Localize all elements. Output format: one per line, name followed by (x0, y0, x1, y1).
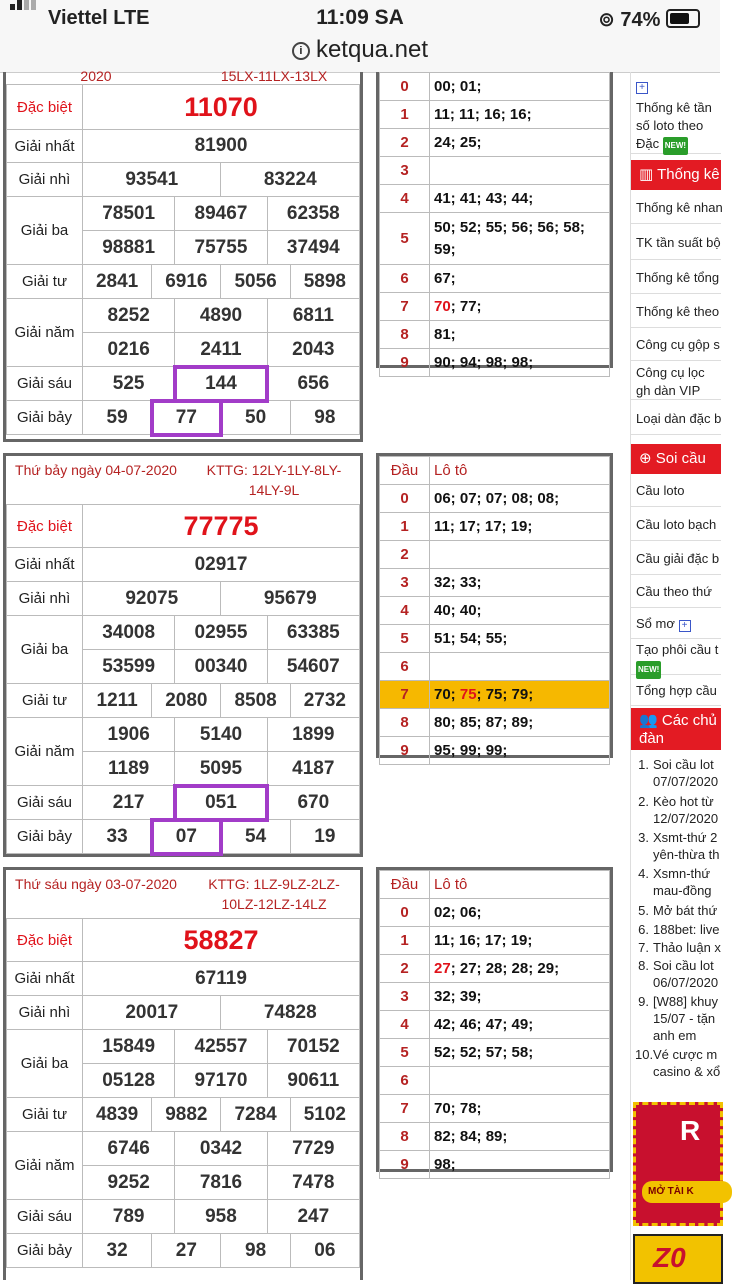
seventh-prize-highlighted: 07 (152, 820, 221, 854)
seventh-prize: 54 (221, 820, 290, 854)
fifth-prize: 0342 (175, 1132, 267, 1166)
fifth-prize: 2043 (267, 333, 359, 367)
loto-head: 1 (380, 101, 430, 129)
sidebar-link[interactable]: Cầu loto bạch (631, 508, 721, 541)
topic-title-cont[interactable]: mau-đồng (653, 883, 712, 898)
topic-link[interactable] (653, 756, 718, 790)
loto-values-rest: ; 77; (450, 298, 482, 315)
fifth-prize: 1189 (83, 752, 175, 786)
third-prize: 89467 (175, 197, 267, 231)
fifth-prize: 1899 (267, 718, 359, 752)
second-prize: 92075 (83, 582, 221, 616)
section-chu-de (631, 708, 738, 750)
loto-head: 0 (380, 899, 430, 927)
topic-title-cont[interactable]: yên-thừa th (653, 847, 720, 862)
loto-head: 9 (380, 349, 430, 377)
sidebar-link[interactable]: Công cụ lọc gh dàn VIP (631, 362, 721, 400)
label-third: Giải ba (7, 1030, 83, 1098)
users-icon: 👥 (639, 712, 658, 729)
loto-head: 0 (380, 73, 430, 101)
third-prize: 98881 (83, 231, 175, 265)
loto-values-rest: ; 27; 28; 28; 29; (450, 960, 560, 977)
third-prize: 70152 (267, 1030, 359, 1064)
loto-values: 90; 94; 98; 98; (430, 349, 610, 377)
label-second: Giải nhì (7, 163, 83, 197)
label-fifth: Giải năm (7, 299, 83, 367)
topic-title-cont[interactable]: anh em (653, 1028, 697, 1043)
loto-head: 0 (380, 485, 430, 513)
loto-special-value: 70 (434, 298, 451, 315)
topic-number: 3. (638, 830, 649, 845)
loto-head: 8 (380, 321, 430, 349)
topic-title-cont[interactable]: 06/07/2020 (653, 975, 719, 990)
seventh-prize: 27 (152, 1234, 221, 1268)
loto-table (379, 72, 610, 377)
loto-values: 32; 39; (430, 983, 610, 1011)
fourth-prize: 4839 (83, 1098, 152, 1132)
sidebar-link[interactable]: Cầu loto (631, 475, 721, 507)
third-prize: 62358 (267, 197, 359, 231)
fourth-prize: 2732 (290, 684, 359, 718)
fifth-prize: 5095 (175, 752, 267, 786)
fifth-prize: 6746 (83, 1132, 175, 1166)
loto-col-head: Đầu (380, 871, 430, 899)
loto-values-highlighted (430, 681, 610, 709)
result-block-3 (3, 867, 363, 1280)
third-prize: 78501 (83, 197, 175, 231)
fourth-prize: 1211 (83, 684, 152, 718)
fifth-prize: 7478 (267, 1166, 359, 1200)
fourth-prize: 5056 (221, 265, 290, 299)
section-title: Soi cầu (655, 450, 706, 467)
loto-values-line1: 50; 52; 55; 56; 56; 58; (434, 218, 585, 236)
sidebar-link-label[interactable]: Thống kê tần số loto theo Đặc (636, 100, 712, 151)
seventh-prize: 98 (221, 1234, 290, 1268)
fifth-prize: 7816 (175, 1166, 267, 1200)
sixth-prize-highlighted: 144 (175, 367, 267, 401)
loto-table (379, 456, 610, 765)
loto-values-pre: 70; (434, 686, 460, 703)
loto-head: 6 (380, 265, 430, 293)
seventh-prize: 98 (290, 401, 359, 435)
topic-link[interactable] (653, 829, 720, 863)
loto-head: 1 (380, 513, 430, 541)
topic-number: 2. (638, 794, 649, 809)
loto-head: 7 (380, 1095, 430, 1123)
third-prize: 90611 (267, 1064, 359, 1098)
loto-head: 2 (380, 955, 430, 983)
topic-number: 4. (638, 866, 649, 881)
third-prize: 05128 (83, 1064, 175, 1098)
label-seventh: Giải bảy (7, 1234, 83, 1268)
loto-values: 82; 84; 89; (430, 1123, 610, 1151)
label-second: Giải nhì (7, 582, 83, 616)
second-prize: 93541 (83, 163, 221, 197)
loto-values: 51; 54; 55; (430, 625, 610, 653)
loto-values (430, 955, 610, 983)
label-sixth: Giải sáu (7, 367, 83, 401)
third-prize: 15849 (83, 1030, 175, 1064)
second-prize: 74828 (221, 996, 360, 1030)
info-icon[interactable]: i (292, 42, 310, 60)
header-date: Thứ sáu ngày 03-07-2020 (15, 876, 177, 892)
label-fifth: Giải năm (7, 718, 83, 786)
sidebar-link[interactable]: Công cụ gộp s (631, 329, 721, 361)
new-badge: NEW! (636, 661, 661, 679)
loto-values: 80; 85; 87; 89; (430, 709, 610, 737)
section-soi-cau (631, 444, 721, 474)
special-prize: 58827 (83, 919, 360, 962)
loto-head: 1 (380, 927, 430, 955)
second-prize: 20017 (83, 996, 221, 1030)
loto-block-2 (376, 453, 613, 758)
label-fifth: Giải năm (7, 1132, 83, 1200)
topic-link[interactable] (653, 865, 712, 899)
fourth-prize: 9882 (152, 1098, 221, 1132)
rotation-lock-icon: ⊚ (598, 9, 615, 31)
label-fourth: Giải tư (7, 265, 83, 299)
loto-values: 11; 16; 17; 19; (430, 927, 610, 955)
sixth-prize: 789 (83, 1200, 175, 1234)
seventh-prize: 50 (221, 401, 290, 435)
loto-values: 24; 25; (430, 129, 610, 157)
battery-indicator (598, 7, 700, 32)
loto-values (430, 157, 610, 185)
plus-icon[interactable]: + (679, 620, 691, 632)
fifth-prize: 2411 (175, 333, 267, 367)
topic-link[interactable] (653, 1046, 720, 1080)
label-sixth: Giải sáu (7, 1200, 83, 1234)
sixth-prize: 247 (267, 1200, 359, 1234)
loto-values: 32; 33; (430, 569, 610, 597)
loto-values: 70; 78; (430, 1095, 610, 1123)
topic-link[interactable]: 188bet: live (653, 922, 720, 937)
result-table (6, 84, 360, 435)
topic-title[interactable]: Soi cầu lot (653, 757, 714, 772)
loto-head: 3 (380, 157, 430, 185)
first-prize: 02917 (83, 548, 360, 582)
fifth-prize: 1906 (83, 718, 175, 752)
loto-head: 7 (380, 681, 430, 709)
topic-title[interactable]: Vé cược m (653, 1047, 718, 1062)
loto-col-head: Đầu (380, 457, 430, 485)
loto-head: 3 (380, 983, 430, 1011)
section-title: Các chủ đề (661, 712, 738, 729)
sixth-prize: 670 (267, 786, 359, 820)
third-prize: 00340 (175, 650, 267, 684)
seventh-prize: 06 (290, 1234, 359, 1268)
loto-head: 8 (380, 1123, 430, 1151)
fifth-prize: 7729 (267, 1132, 359, 1166)
fifth-prize: 8252 (83, 299, 175, 333)
result-table (6, 918, 360, 1268)
loto-values: 67; (430, 265, 610, 293)
fourth-prize: 8508 (221, 684, 290, 718)
fourth-prize: 2080 (152, 684, 221, 718)
label-first: Giải nhất (7, 962, 83, 996)
fourth-prize: 6916 (152, 265, 221, 299)
loto-values (430, 293, 610, 321)
result-table (6, 504, 360, 854)
loto-head: 2 (380, 541, 430, 569)
third-prize: 53599 (83, 650, 175, 684)
carrier-label: Viettel LTE (48, 7, 150, 29)
loto-values: 41; 41; 43; 44; (430, 185, 610, 213)
loto-col-title: Lô tô (430, 871, 610, 899)
first-prize: 67119 (83, 962, 360, 996)
third-prize: 02955 (175, 616, 267, 650)
label-third: Giải ba (7, 616, 83, 684)
right-sidebar (630, 72, 738, 1280)
loto-table (379, 870, 610, 1179)
battery-icon (666, 9, 700, 28)
sidebar-link[interactable]: Cầu theo thứ (631, 576, 721, 608)
loto-head: 5 (380, 1039, 430, 1067)
chart-icon: ▥ (639, 166, 654, 183)
loto-head: 3 (380, 569, 430, 597)
sidebar-link[interactable]: TK tần suất bộ (631, 225, 721, 260)
topic-number: 7. (638, 940, 649, 955)
topic-number: 5. (638, 903, 649, 918)
label-seventh: Giải bảy (7, 401, 83, 435)
sidebar-link-label[interactable]: Sổ mơ (636, 616, 675, 631)
label-fourth: Giải tư (7, 1098, 83, 1132)
topic-link[interactable] (653, 957, 718, 991)
fifth-prize: 9252 (83, 1166, 175, 1200)
loto-values (430, 213, 610, 265)
search-icon: ⊕ (639, 450, 652, 467)
seventh-prize-highlighted: 77 (152, 401, 221, 435)
status-bar (0, 0, 720, 36)
loto-special-value: 27 (434, 960, 451, 977)
loto-block-1 (376, 72, 613, 371)
third-prize: 54607 (267, 650, 359, 684)
sidebar-link-tao-phoi[interactable] (631, 640, 721, 675)
sidebar-link-top[interactable] (631, 96, 721, 154)
topic-title-cont[interactable]: casino & xổ (653, 1064, 721, 1079)
topic-link[interactable] (653, 993, 718, 1044)
third-prize: 63385 (267, 616, 359, 650)
header-kttg: KTTG: 12LY-1LY-8LY-14LY-9L (206, 462, 342, 498)
loto-values (430, 1067, 610, 1095)
fourth-prize: 5102 (290, 1098, 359, 1132)
fifth-prize: 6811 (267, 299, 359, 333)
fifth-prize: 5140 (175, 718, 267, 752)
label-first: Giải nhất (7, 130, 83, 163)
header-kttg: 15LX-11LX-13LX (220, 68, 328, 84)
sidebar-link-so-mo[interactable] (631, 609, 721, 639)
loto-head: 4 (380, 185, 430, 213)
topic-title[interactable]: Xsmn-thứ (653, 866, 711, 881)
topic-title[interactable]: Kèo hot từ (653, 794, 714, 809)
label-fourth: Giải tư (7, 684, 83, 718)
loto-head: 4 (380, 1011, 430, 1039)
label-special: Đặc biệt (7, 505, 83, 548)
header-kttg: KTTG: 1LZ-9LZ-2LZ-10LZ-12LZ-14LZ (208, 876, 340, 912)
loto-values: 52; 52; 57; 58; (430, 1039, 610, 1067)
sixth-prize: 958 (175, 1200, 267, 1234)
loto-values (430, 653, 610, 681)
special-prize: 11070 (83, 85, 360, 130)
third-prize: 97170 (175, 1064, 267, 1098)
loto-head: 5 (380, 213, 430, 265)
banner-logo: R (680, 1115, 701, 1146)
header-date: Thứ bảy ngày 04-07-2020 (15, 462, 177, 478)
ad-banner-2[interactable] (633, 1234, 723, 1284)
sidebar-link[interactable]: Thống kê tổng (631, 261, 721, 294)
loto-head: 5 (380, 625, 430, 653)
sidebar-link[interactable]: Thống kê nhan (631, 192, 721, 224)
label-seventh: Giải bảy (7, 820, 83, 854)
section-title: Thống kê (657, 166, 720, 183)
loto-values: 81; (430, 321, 610, 349)
topic-number: 9. (638, 994, 649, 1009)
first-prize: 81900 (83, 130, 360, 163)
sixth-prize: 217 (83, 786, 175, 820)
topic-number: 10. (635, 1047, 654, 1062)
label-second: Giải nhì (7, 996, 83, 1030)
sidebar-link[interactable]: Cầu giải đặc b (631, 542, 721, 575)
fifth-prize: 4890 (175, 299, 267, 333)
topic-number: 6. (638, 922, 649, 937)
label-special: Đặc biệt (7, 85, 83, 130)
section-thong-ke (631, 160, 721, 190)
sixth-prize: 656 (267, 367, 359, 401)
topic-number: 8. (638, 958, 649, 973)
topic-number: 1. (638, 757, 649, 772)
loto-values: 06; 07; 07; 08; 08; (430, 485, 610, 513)
loto-values: 40; 40; (430, 597, 610, 625)
label-special: Đặc biệt (7, 919, 83, 962)
topic-title[interactable]: Xsmt-thứ 2 (653, 830, 718, 845)
third-prize: 42557 (175, 1030, 267, 1064)
topic-title-cont[interactable]: 12/07/2020 (653, 811, 719, 826)
result-block-2 (3, 453, 363, 857)
special-prize: 77775 (83, 505, 360, 548)
seventh-prize: 32 (83, 1234, 152, 1268)
loto-head: 6 (380, 653, 430, 681)
second-prize: 95679 (221, 582, 360, 616)
loto-block-3 (376, 867, 613, 1172)
fourth-prize: 2841 (83, 265, 152, 299)
sidebar-link-label[interactable]: Tạo phôi cầu t (636, 642, 719, 657)
loto-values: 02; 06; (430, 899, 610, 927)
block-header (6, 874, 360, 914)
seventh-prize: 59 (83, 401, 152, 435)
loto-head: 9 (380, 737, 430, 765)
loto-values: 42; 46; 47; 49; (430, 1011, 610, 1039)
expand-icon[interactable]: + (636, 78, 648, 94)
ad-banner[interactable] (633, 1102, 723, 1226)
loto-values: 98; (430, 1151, 610, 1179)
sixth-prize: 525 (83, 367, 175, 401)
topic-title-cont[interactable]: 15/07 - tặn (653, 1011, 716, 1026)
third-prize: 75755 (175, 231, 267, 265)
banner-logo: Z0 (653, 1242, 686, 1273)
loto-head: 7 (380, 293, 430, 321)
label-third: Giải ba (7, 197, 83, 265)
result-block-1 (3, 68, 363, 442)
section-title-cont: đàn (639, 730, 665, 747)
block-header (6, 66, 360, 82)
battery-percent: 74% (620, 9, 661, 31)
block-header (6, 460, 360, 500)
sidebar-link[interactable]: Loại dàn đặc b (631, 402, 721, 435)
loto-values: 11; 11; 16; 16; (430, 101, 610, 129)
topic-title[interactable]: Soi cầu lot (653, 958, 714, 973)
url-text[interactable]: ketqua.net (315, 36, 429, 63)
topic-link[interactable] (653, 793, 718, 827)
topic-title-cont[interactable]: 07/07/2020 (653, 774, 719, 789)
fifth-prize: 4187 (267, 752, 359, 786)
third-prize: 37494 (267, 231, 359, 265)
second-prize: 83224 (221, 163, 360, 197)
loto-head: 8 (380, 709, 430, 737)
loto-values: 95; 99; 99; (430, 737, 610, 765)
loto-head: 9 (380, 1151, 430, 1179)
sidebar-link[interactable]: Tổng hợp cầu (631, 676, 721, 706)
loto-head: 2 (380, 129, 430, 157)
loto-values-line2: 59; (434, 240, 456, 258)
sixth-prize-highlighted: 051 (175, 786, 267, 820)
topic-link[interactable]: Thảo luận x (653, 940, 721, 955)
new-badge: NEW! (663, 137, 688, 155)
open-account-button[interactable]: MỞ TÀI K (642, 1181, 732, 1203)
loto-col-title: Lô tô (430, 457, 610, 485)
loto-values-rest: ; 75; 79; (476, 686, 534, 703)
label-sixth: Giải sáu (7, 786, 83, 820)
third-prize: 34008 (83, 616, 175, 650)
loto-values (430, 541, 610, 569)
clock: 11:09 SA (316, 6, 404, 29)
loto-values: 00; 01; (430, 73, 610, 101)
loto-head: 4 (380, 597, 430, 625)
header-date: 2020 (80, 68, 112, 84)
seventh-prize: 33 (83, 820, 152, 854)
label-first: Giải nhất (7, 548, 83, 582)
sidebar-link[interactable]: Thống kê theo (631, 295, 721, 328)
fourth-prize: 7284 (221, 1098, 290, 1132)
topic-title[interactable]: [W88] khuy (653, 994, 719, 1009)
loto-head: 6 (380, 1067, 430, 1095)
seventh-prize: 19 (290, 820, 359, 854)
fifth-prize: 0216 (83, 333, 175, 367)
topic-link[interactable]: Mở bát thứ (653, 903, 718, 918)
loto-values: 11; 17; 17; 19; (430, 513, 610, 541)
fourth-prize: 5898 (290, 265, 359, 299)
loto-special-value: 75 (459, 686, 477, 703)
